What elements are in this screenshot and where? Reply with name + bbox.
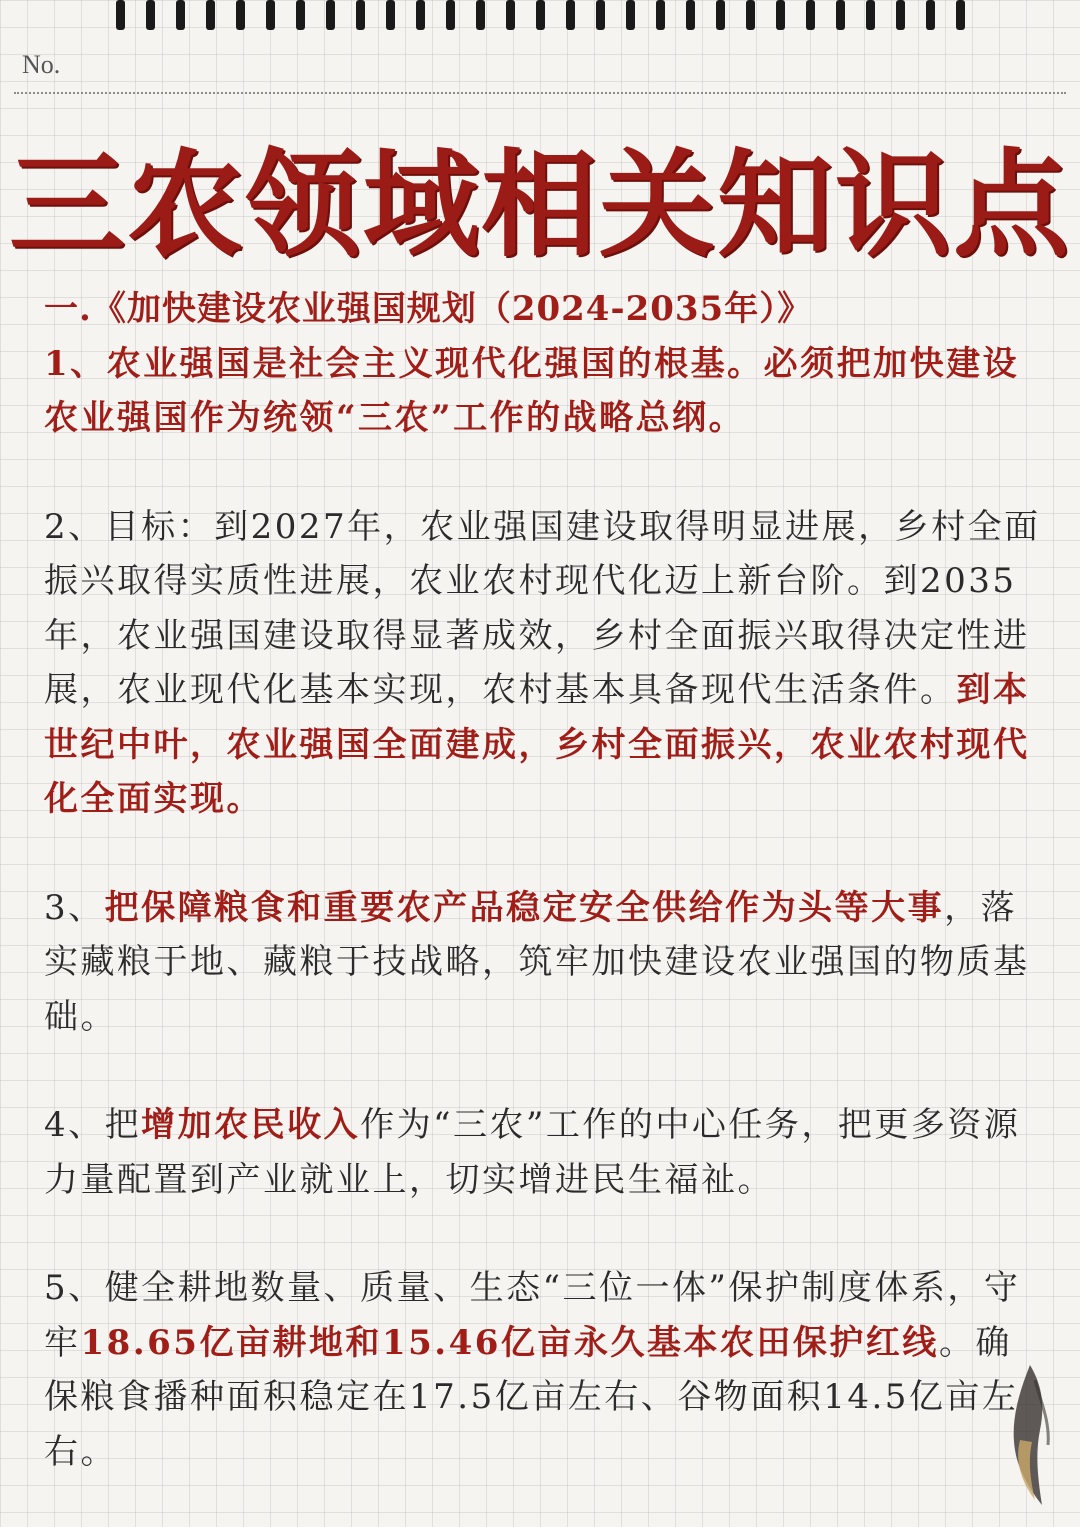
item-2-highlight: 到本世纪中叶，农业强国全面建成，乡村全面振兴，农业农村现代化全面实现。 <box>44 670 1030 819</box>
item-5-highlight: 18.65亿亩耕地和15.46亿亩永久基本农田保护红线 <box>80 1322 939 1363</box>
item-4 <box>44 1098 1044 1207</box>
item-4-highlight: 增加农民收入 <box>141 1105 361 1145</box>
item-1: 1、农业强国是社会主义现代化强国的根基。必须把加快建设农业强国作为统领“三农”工作的战略总纲。 <box>44 343 1020 438</box>
section-heading: 一.《加快建设农业强国规划（2024-2035年）》 <box>44 289 813 329</box>
item-5-rest: 。确保粮食播种面积稳定在17.5亿亩左右、谷物面积14.5亿亩左右。 <box>44 1322 1019 1472</box>
page-title: 三农领域相关知识点 <box>9 138 1071 273</box>
item-3-prefix: 3、 <box>44 887 105 928</box>
header-divider <box>14 92 1066 94</box>
item-3-rest: ，落实藏粮于地、藏粮于技战略，筑牢加快建设农业强国的物质基础。 <box>44 887 1030 1037</box>
content-body <box>44 282 1044 1479</box>
note-number-label: No. <box>22 50 61 79</box>
item-5-prefix: 5、健全耕地数量、质量、生态“三位一体”保护制度体系，守牢 <box>44 1268 1021 1363</box>
spiral-binding <box>0 0 1080 34</box>
item-5 <box>44 1261 1044 1479</box>
item-2-text: 2、目标：到2027年，农业强国建设取得明显进展，乡村全面振兴取得实质性进展，农业农村现代化迈上新台阶。到2035年，农业强国建设取得显著成效，乡村全面振兴取得决定性进展，农业现代化基本实现，农村基本具备现代生活条件。 <box>44 506 1041 710</box>
item-3 <box>44 881 1044 1045</box>
ink-brush-decoration <box>990 1360 1060 1510</box>
item-2 <box>44 500 1044 827</box>
item-4-rest: 作为“三农”工作的中心任务，把更多资源力量配置到产业就业上，切实增进民生福祉。 <box>44 1105 1021 1200</box>
item-3-highlight: 把保障粮食和重要农产品稳定安全供给作为头等大事 <box>104 887 945 928</box>
item-4-prefix: 4、把 <box>44 1105 142 1145</box>
